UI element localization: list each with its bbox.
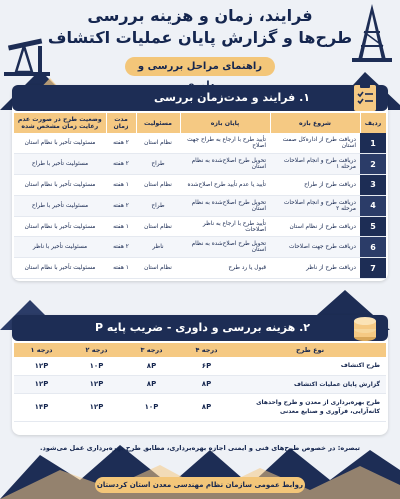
cost-grade4: ۸P [179, 393, 234, 421]
row-end: تأیید طرح با ارجاع به طراح جهت اصلاح [180, 133, 270, 154]
table-row [14, 175, 386, 196]
cost-type: طرح اکتشاف [234, 357, 386, 375]
section1-title: ۱. فرایند و مدت‌زمان بررسی [154, 91, 310, 104]
row-status: مسئولیت تأخیر با طراح [14, 195, 106, 216]
row-start: دریافت طرح و انجام اصلاحات مرحله ۱ [270, 154, 360, 175]
row-start: دریافت طرح و انجام اصلاحات مرحله ۲ [270, 195, 360, 216]
header-grade4: درجه ۴ [179, 343, 234, 357]
row-status: مسئولیت تأخیر با نظام استان [14, 133, 106, 154]
process-table [14, 113, 387, 279]
note-text: تبصره: در خصوص طرح‌های فنی و ایمنی اجازه بهره‌برداری، مطابق طرح بهره‌برداری عمل می‌شود. [39, 444, 360, 452]
row-end: تأیید طرح با ارجاع به ناظر اصلاحات [180, 216, 270, 237]
row-status: مسئولیت تأخیر با نظام استان [14, 175, 106, 196]
cost-grade2: ۱۲P [69, 393, 124, 421]
row-responsible: نظام استان [136, 216, 180, 237]
row-responsible: نظام استان [136, 133, 180, 154]
row-duration: ۱ هفته [106, 175, 136, 196]
cost-type: گزارش پایان عملیات اکتشاف [234, 375, 386, 393]
table-row [14, 216, 386, 237]
row-start: دریافت طرح از ناظر [270, 258, 360, 279]
row-end: تحویل طرح اصلاح‌شده به نظام استان [180, 154, 270, 175]
row-status: مسئولیت تأخیر با نظام استان [14, 216, 106, 237]
row-responsible: نظام استان [136, 258, 180, 279]
row-end: قبول یا رد طرح [180, 258, 270, 279]
row-number: 7 [360, 258, 386, 279]
row-responsible: طراح [136, 195, 180, 216]
row-number: 5 [360, 216, 386, 237]
cost-grade2: ۱۲P [69, 375, 124, 393]
header-row-num: ردیف [360, 113, 386, 133]
row-number: 6 [360, 237, 386, 258]
page-subtitle: راهنمای مراحل بررسی و [125, 57, 275, 76]
table-row [14, 393, 386, 421]
cost-grade3: ۸P [124, 357, 179, 375]
row-duration: ۲ هفته [106, 133, 136, 154]
header-end: پایان بازه [180, 113, 270, 133]
page-title-line1: فرایند، زمان و هزینه بررسی [87, 6, 313, 25]
table-header-row [14, 113, 386, 133]
header-grade2: درجه ۲ [69, 343, 124, 357]
table-row [14, 154, 386, 175]
header-grade3: درجه ۳ [124, 343, 179, 357]
row-responsible: نظام استان [136, 175, 180, 196]
header-type: نوع طرح [234, 343, 386, 357]
table-row [14, 237, 386, 258]
table-header-row [14, 343, 386, 357]
row-start: دریافت طرح از طراح [270, 175, 360, 196]
row-status: مسئولیت تأخیر با نظام استان [14, 258, 106, 279]
pumpjack-icon [2, 28, 54, 80]
row-responsible: ناظر [136, 237, 180, 258]
table-row [14, 357, 386, 375]
section2-title: ۲. هزینه بررسی و داوری - ضریب پایه P [95, 321, 310, 334]
row-number: 1 [360, 133, 386, 154]
row-duration: ۱ هفته [106, 216, 136, 237]
cost-grade3: ۱۰P [124, 393, 179, 421]
cost-grade1: ۱۴P [14, 393, 69, 421]
cost-grade1: ۱۲P [14, 375, 69, 393]
row-status: مسئولیت تأخیر با ناظر [14, 237, 106, 258]
row-start: دریافت طرح از نظام استان [270, 216, 360, 237]
row-status: مسئولیت تأخیر با طراح [14, 154, 106, 175]
row-end: تأیید یا عدم تأیید طرح اصلاح‌شده [180, 175, 270, 196]
header-status: وضعیت طرح در صورت عدم رعایت زمان مشخص شده [14, 113, 106, 133]
cost-table [14, 343, 386, 422]
row-duration: ۲ هفته [106, 195, 136, 216]
table-row [14, 258, 386, 279]
cost-grade4: ۸P [179, 375, 234, 393]
row-responsible: طراح [136, 154, 180, 175]
row-end: تحویل طرح اصلاح‌شده به نظام استان [180, 237, 270, 258]
section2-banner [12, 315, 388, 341]
row-duration: ۲ هفته [106, 154, 136, 175]
header-duration: مدت زمان [106, 113, 136, 133]
section1-banner [12, 85, 388, 111]
table-row [14, 133, 386, 154]
row-number: 3 [360, 175, 386, 196]
table-row [14, 375, 386, 393]
checklist-icon [348, 81, 382, 115]
drilling-tower-icon [348, 2, 396, 64]
page-header [0, 0, 400, 90]
row-start: دریافت طرح از اداره‌کل صمت استان [270, 133, 360, 154]
coins-icon [348, 311, 382, 345]
cost-type: طرح بهره‌برداری از معدن و طرح واحدهای کانه‌آرایی، فرآوری و صنایع معدنی [234, 393, 386, 421]
header-start: شروع بازه [270, 113, 360, 133]
header-grade1: درجه ۱ [14, 343, 69, 357]
cost-grade2: ۱۰P [69, 357, 124, 375]
header-responsible: مسئولیت [136, 113, 180, 133]
cost-grade4: ۶P [179, 357, 234, 375]
row-end: تحویل طرح اصلاح‌شده به نظام استان [180, 195, 270, 216]
cost-grade3: ۸P [124, 375, 179, 393]
row-duration: ۲ هفته [106, 237, 136, 258]
row-number: 2 [360, 154, 386, 175]
cost-grade1: ۱۲P [14, 357, 69, 375]
row-number: 4 [360, 195, 386, 216]
page-title-line2: طرح‌ها و گزارش پایان عملیات اکتشاف [47, 28, 353, 47]
footer-credit: روابط عمومی سازمان نظام مهندسی معدن استان کردستان [95, 477, 305, 493]
row-duration: ۱ هفته [106, 258, 136, 279]
row-start: دریافت طرح جهت اصلاحات [270, 237, 360, 258]
table-row [14, 195, 386, 216]
